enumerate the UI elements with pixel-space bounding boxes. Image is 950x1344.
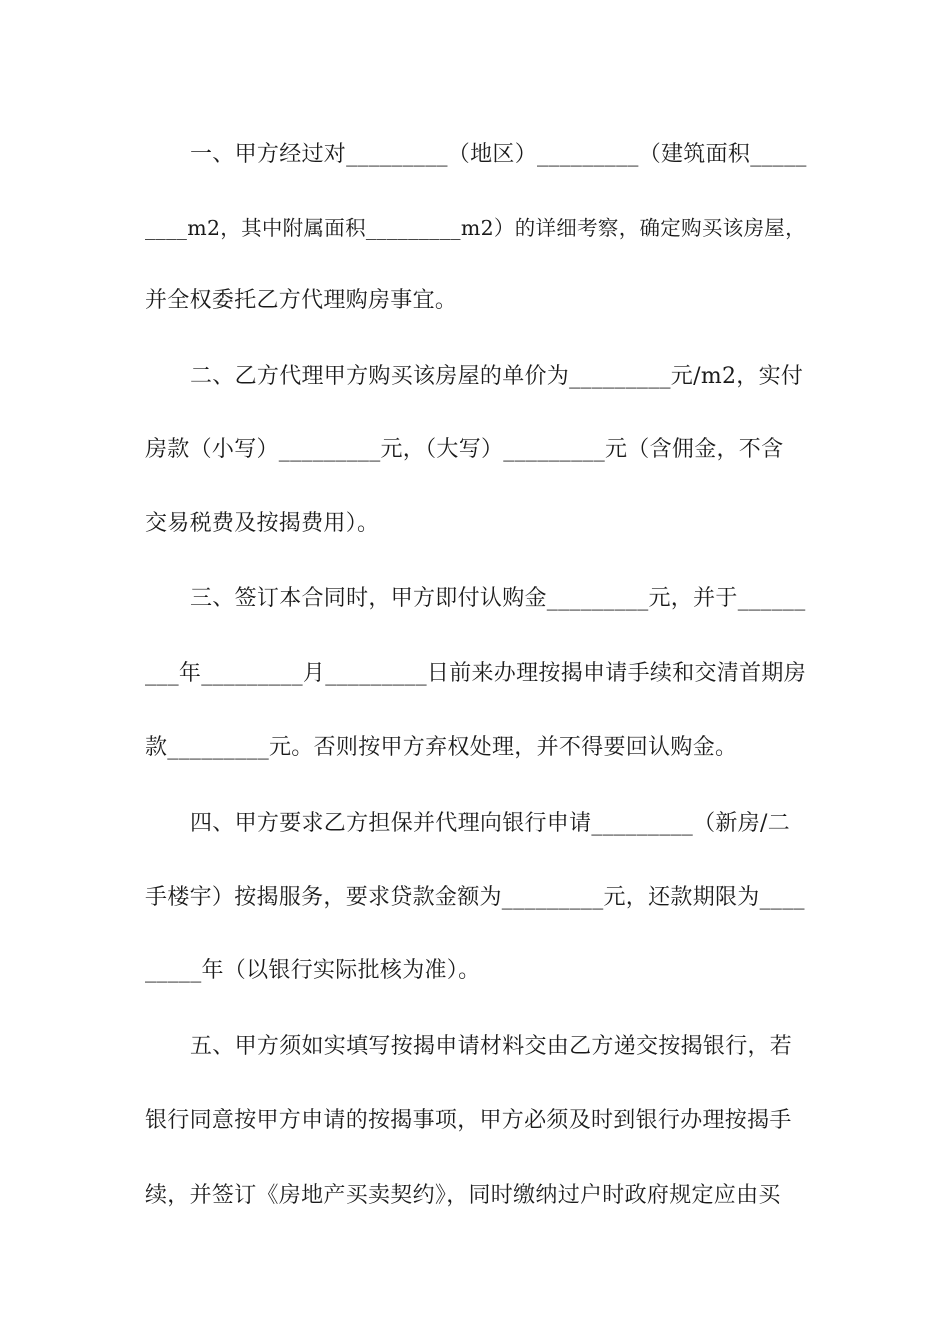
clause-3-line-3: 款_________元。否则按甲方弃权处理，并不得要回认购金。 — [145, 735, 738, 760]
clause-2-line-3: 交易税费及按揭费用）。 — [145, 511, 380, 536]
clause-4-line-3: _____年（以银行实际批核为准）。 — [145, 958, 481, 983]
clause-2-line-1: 二、乙方代理甲方购买该房屋的单价为_________元/m2，实付 — [190, 364, 804, 389]
clause-5-line-1: 五、甲方须如实填写按揭申请材料交由乙方递交按揭银行，若 — [190, 1034, 793, 1059]
clause-4-line-1: 四、甲方要求乙方担保并代理向银行申请_________（新房/二 — [190, 811, 791, 836]
clause-3-line-2: ___年_________月_________日前来办理按揭申请手续和交清首期房 — [145, 661, 807, 686]
clause-5-line-2: 银行同意按甲方申请的按揭事项，甲方必须及时到银行办理按揭手 — [145, 1108, 792, 1133]
clause-5-line-3: 续，并签订《房地产买卖契约》，同时缴纳过户时政府规定应由买 — [145, 1183, 781, 1208]
clause-3-line-1: 三、签订本合同时，甲方即付认购金_________元，并于______ — [190, 586, 806, 611]
clause-1-line-1: 一、甲方经过对_________（地区）_________（建筑面积_____ — [190, 142, 807, 167]
clause-4-line-2: 手楼宇）按揭服务，要求贷款金额为_________元，还款期限为____ — [145, 885, 805, 910]
clause-2-line-2: 房款（小写）_________元，（大写）_________元（含佣金，不含 — [145, 437, 784, 462]
clause-1-line-3: 并全权委托乙方代理购房事宜。 — [145, 288, 458, 313]
clause-1-line-2: ____m2，其中附属面积_________m2）的详细考察，确定购买该房屋， — [145, 216, 806, 240]
